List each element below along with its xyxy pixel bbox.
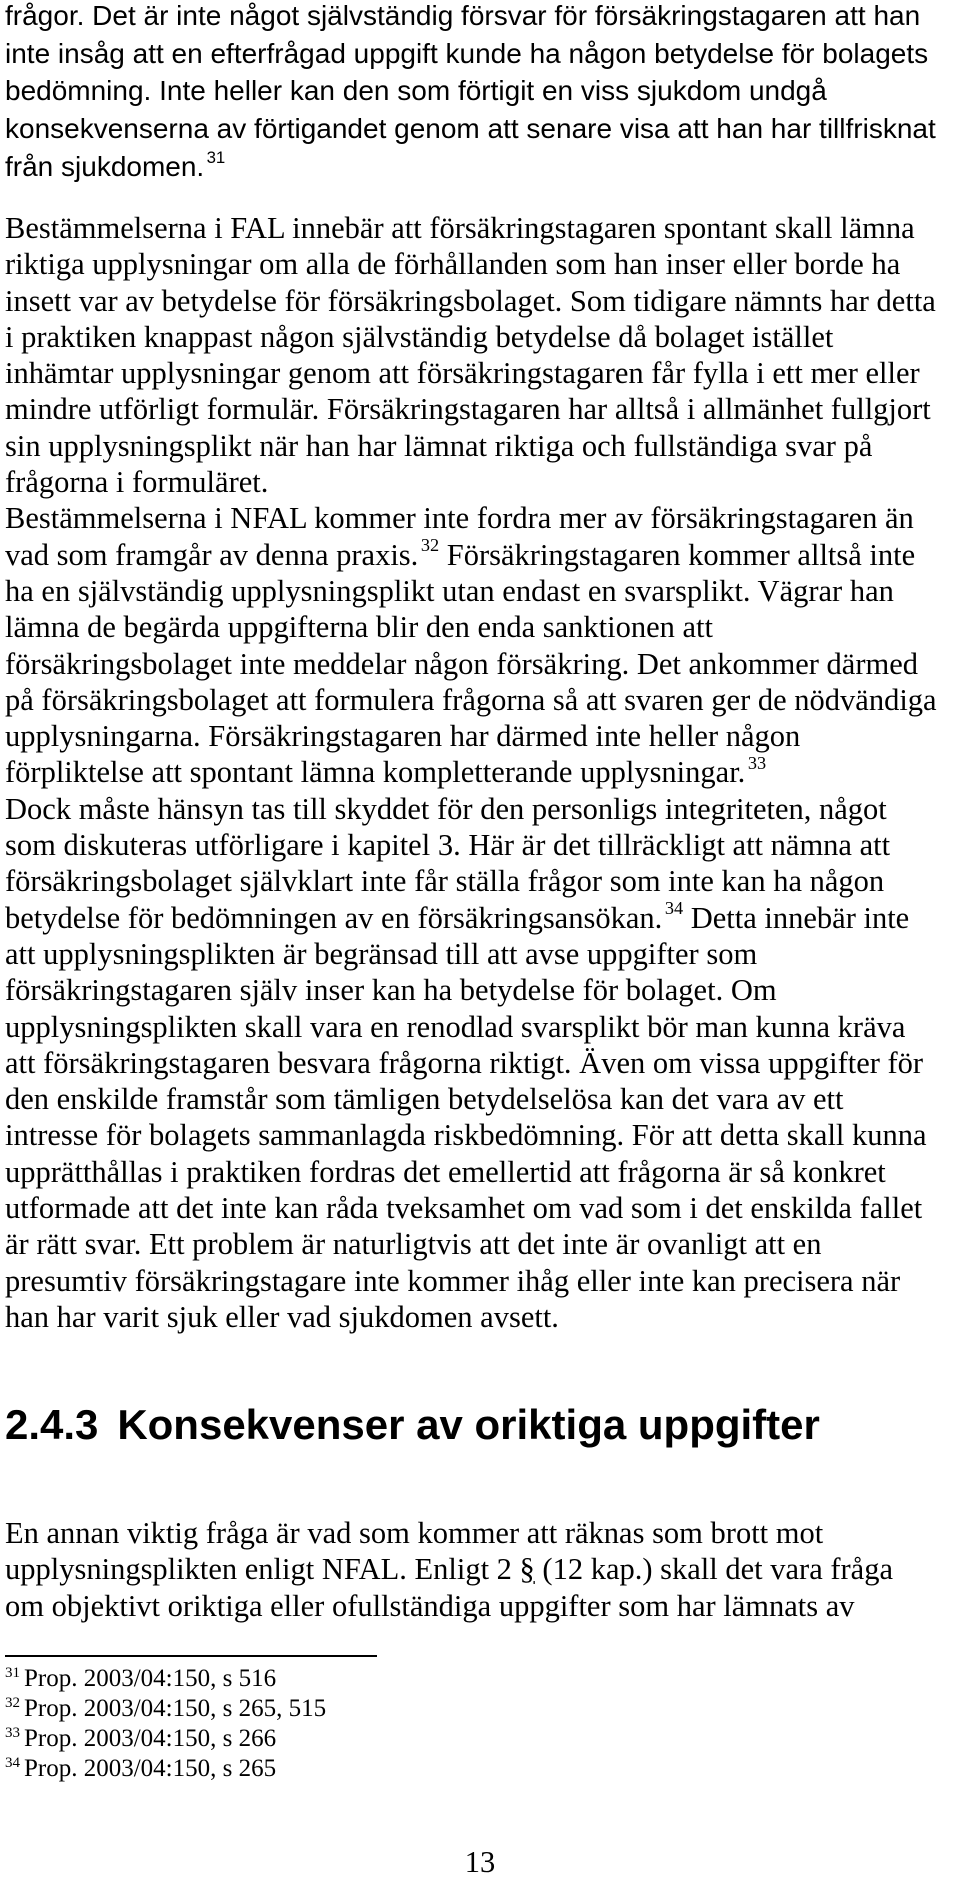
footnote-ref: 34 (664, 897, 684, 918)
footnote-ref: 33 (747, 752, 767, 773)
footnote (5, 1664, 326, 1694)
footnote-text: Prop. 2003/04:150, s 266 (24, 1725, 277, 1752)
text-line: han har varit sjuk eller vad sjukdomen avsett. (5, 1299, 559, 1334)
text-line: Bestämmelserna i NFAL kommer inte fordra mer av försäkringstagaren än (5, 501, 914, 536)
text-line: om objektivt oriktiga eller ofullständiga uppgifter som har lämnats av (5, 1588, 855, 1623)
footnote-separator (5, 1655, 377, 1657)
text-line: utformade att det inte kan råda tveksamhet om vad som i det enskilda fallet (5, 1191, 923, 1226)
text-line: insett var av betydelse för försäkringsbolaget. Som tidigare nämnts har detta (5, 283, 936, 318)
paragraph (5, 210, 937, 500)
text-line: mindre utförligt formulär. Försäkringstagaren har alltså i allmänhet fullgjort (5, 392, 931, 427)
text-line: presumtiv försäkringstagare inte kommer ihåg eller inte kan precisera när (5, 1263, 901, 1298)
footnote (5, 1754, 326, 1784)
text-line: på försäkringsbolaget att formulera frågorna så att svaren ger de nödvändiga (5, 682, 937, 717)
text-line: den enskilde framstår som tämligen betydelselösa kan det vara av ett (5, 1082, 844, 1117)
text-line: inhämtar upplysningar genom att försäkringstagaren får fylla i ett mer eller (5, 356, 920, 391)
text-line: frågor. Det är inte något självständig försvar för försäkringstagaren att han (5, 0, 921, 31)
text-line: inte insåg att en efterfrågad uppgift kunde ha någon betydelse för bolagets (5, 37, 929, 69)
paragraph (5, 500, 937, 790)
text-line: Dock måste hänsyn tas till skyddet för den personligs integriteten, något (5, 791, 887, 826)
intro-paragraph (5, 0, 936, 186)
footnote-number: 33 (5, 1725, 20, 1741)
text-line (5, 1551, 893, 1587)
page-number: 13 (464, 1845, 496, 1879)
text-segment: förpliktelse att spontant lämna kompletterande upplysningar. (5, 755, 746, 790)
text-segment: betydelse för bedömningen av en försäkringsansökan. (5, 900, 663, 935)
text-line: konsekvenserna av förtigandet genom att senare visa att han har tillfrisknat (5, 113, 936, 145)
section-symbol: § (519, 1552, 535, 1587)
footnote-number: 32 (5, 1695, 20, 1711)
section-heading (5, 1401, 820, 1449)
paragraph (5, 791, 937, 1335)
text-line: upplysningarna. Försäkringstagaren har därmed inte heller någon (5, 719, 801, 754)
text-line: försäkringstagaren själv inser kan ha betydelse för bolaget. Om (5, 973, 777, 1008)
text-line (5, 148, 936, 186)
footnote-text: Prop. 2003/04:150, s 265, 515 (24, 1695, 327, 1722)
text-line: upplysningsplikten skall vara en renodlad svarsplikt bör man kunna kräva (5, 1009, 906, 1044)
text-line: riktiga upplysningar om alla de förhållanden som han inser eller borde ha (5, 247, 901, 282)
text-segment: upplysningsplikten enligt NFAL. Enligt 2 (5, 1552, 520, 1587)
text-segment: Detta innebär inte (683, 900, 910, 935)
footnote-text: Prop. 2003/04:150, s 516 (24, 1665, 277, 1692)
text-line: frågorna i formuläret. (5, 465, 269, 500)
text-line: upprätthållas i praktiken fordras det emellertid att frågorna är så konkret (5, 1154, 886, 1189)
text-line: i praktiken knappast någon självständig betydelse då bolaget istället (5, 319, 834, 354)
text-line: som diskuteras utförligare i kapitel 3. Här är det tillräckligt att nämna att (5, 828, 891, 863)
footnote (5, 1694, 326, 1724)
text-line (5, 897, 937, 936)
text-line: ha en självständig upplysningsplikt utan endast en svarsplikt. Vägrar han (5, 573, 894, 608)
text-segment: vad som framgår av denna praxis. (5, 537, 419, 572)
section-number: 2.4.3 (5, 1401, 99, 1448)
text-line: att upplysningsplikten är begränsad till att avse uppgifter som (5, 936, 758, 971)
footnotes (5, 1664, 326, 1784)
text-line: är rätt svar. Ett problem är naturligtvis att det inte är ovanligt att en (5, 1227, 822, 1262)
footnote-text: Prop. 2003/04:150, s 265 (24, 1755, 277, 1782)
text-segment: (12 kap.) skall det vara fråga (534, 1552, 894, 1587)
text-line: sin upplysningsplikt när han har lämnat riktiga och fullständiga svar på (5, 428, 873, 463)
footnote-number: 31 (5, 1665, 20, 1681)
text-segment: Försäkringstagaren kommer alltså inte (439, 537, 916, 572)
paragraph (5, 1515, 893, 1624)
footnote-number: 34 (5, 1755, 20, 1771)
text-line: att försäkringstagaren besvara frågorna riktigt. Även om vissa uppgifter för (5, 1045, 924, 1080)
text-line (5, 754, 937, 790)
section-title: Konsekvenser av oriktiga uppgifter (117, 1401, 820, 1448)
text-line: En annan viktig fråga är vad som kommer att räknas som brott mot (5, 1516, 824, 1550)
footnote-ref: 31 (206, 148, 226, 168)
text-line: bedömning. Inte heller kan den som förtigit en viss sjukdom undgå (5, 75, 827, 107)
text-line (5, 534, 937, 573)
text-line: försäkringsbolaget inte meddelar någon försäkring. Det ankommer därmed (5, 646, 919, 681)
footnote-ref: 32 (420, 534, 440, 555)
footnote (5, 1724, 326, 1754)
text-line: intresse för bolagets sammanlagda riskbedömning. För att detta skall kunna (5, 1118, 927, 1153)
text-segment: från sjukdomen. (5, 150, 205, 182)
body-text (5, 210, 937, 1335)
text-line: försäkringsbolaget självklart inte får ställa frågor som inte kan ha någon (5, 864, 885, 899)
text-line: Bestämmelserna i FAL innebär att försäkringstagaren spontant skall lämna (5, 211, 915, 245)
text-line: lämna de begärda uppgifterna blir den enda sanktionen att (5, 610, 714, 645)
